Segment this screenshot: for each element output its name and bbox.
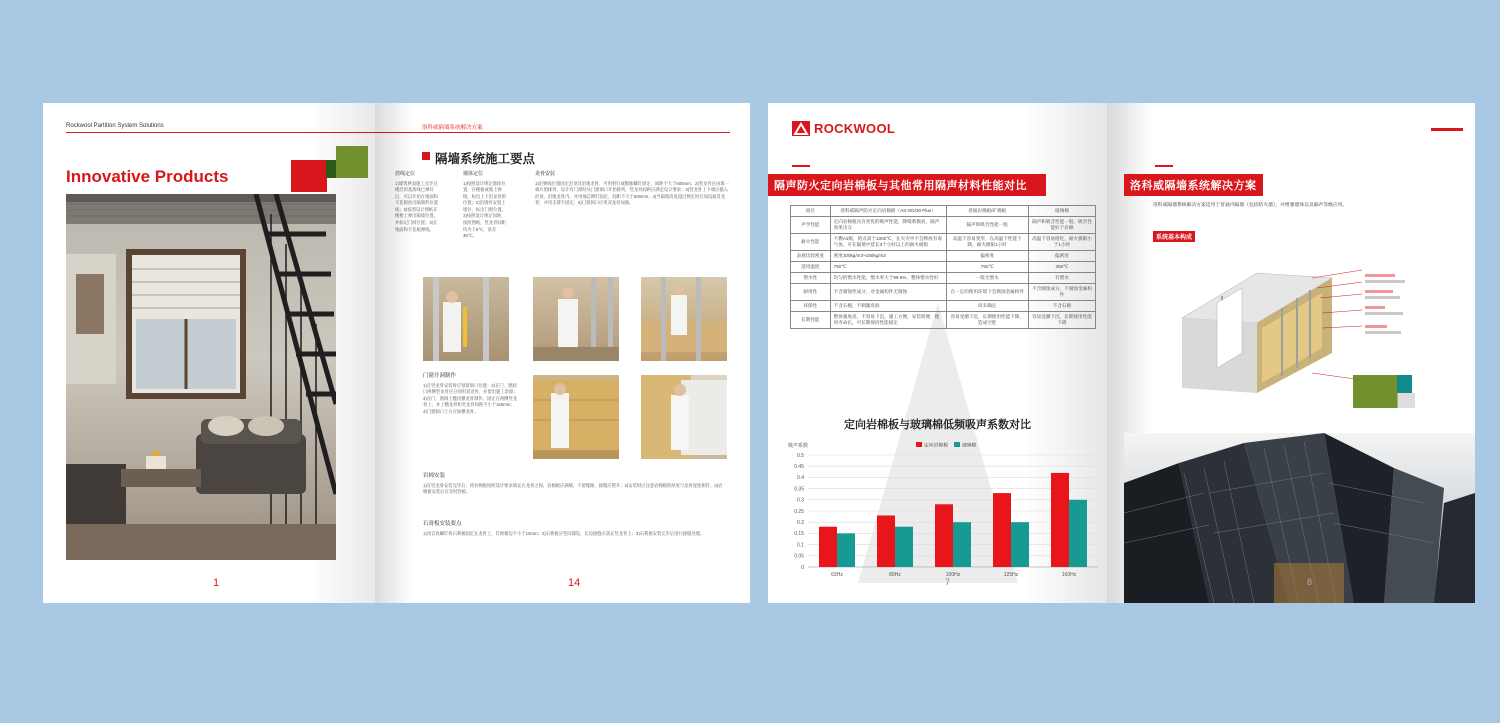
col2-title: 墙体定位 [463,171,484,177]
title-dash [1155,165,1173,167]
board-text: 1)用自攻螺钉将石膏板固定在龙骨上，钉距板边不小于10mm；2)石膏板应竖向铺设，长边接缝应落在竖龙骨上；3)石膏板安装完毕后进行接缝处理。 [423,530,705,536]
x-tick-label: 125Hz [1003,572,1019,578]
y-tick-label: 0.15 [794,531,804,538]
y-tick-label: 0.4 [797,475,804,482]
page-number: 14 [568,577,581,589]
y-tick-label: 0.3 [797,497,804,504]
construction-photo-2 [533,277,619,361]
table-cell: 环保性 [791,301,831,312]
page-1 [43,103,375,603]
page-header: Rockwool Partition System Solutions [66,123,164,129]
column-alignment [463,171,509,240]
rockwool-section [423,473,723,496]
rockwool-logo-icon [792,121,810,136]
living-room-photo [66,194,336,560]
bar-rockwool [993,493,1011,567]
decor-red-square [291,160,327,192]
col1-text: 1)建筑界面施工完毕且楼层的基准线已弹好后，可以开始在地面和天花板放出隔墙的位置线；2)按照设计图纸在楼板上弹出隔墙位置，并标记门洞位置；3)在地面和天花板弹线。 [395,180,438,232]
column-layout [395,171,441,233]
table-cell: 偏密度 [1028,251,1095,262]
table-header-cell: 普通岩棉板/矿棉板 [946,206,1028,217]
section-title: 隔墙系统施工要点 [435,152,536,166]
table-cell: 表观比较密度 [791,251,831,262]
table-header-cell: 项目 [791,206,831,217]
page-7 [768,103,1107,603]
table-cell: 隔声和吸音性能一般，吸音性能好于岩棉 [1028,217,1095,234]
table-row [791,312,1096,329]
table-row [791,284,1096,301]
rockwool-title: 岩棉安装 [423,473,446,479]
y-tick-label: 0 [801,564,804,571]
decor-gray-block [1397,393,1415,408]
legend-label: 定向岩棉板 [924,443,948,449]
x-tick-label: 100Hz [945,572,961,578]
y-tick-label: 0.2 [797,520,804,526]
table-cell: 定向岩棉板具有更优的吸声性能，降噪系数高，隔声效果出众 [830,217,946,234]
table-cell: 不含腐蚀性成分，对金属构件无腐蚀 [830,284,946,301]
absorption-bar-chart [778,435,1103,585]
y-tick-label: 0.1 [797,542,804,549]
title-bar: 隔声防火定向岩棉板与其他常用隔声材料性能对比 [768,174,1046,196]
decor-teal-block [1397,375,1412,393]
table-cell: 750℃ [946,262,1028,273]
board-title: 石膏板安装要点 [423,521,462,527]
table-cell: 不含腐蚀成分，不腐蚀金属构件 [1028,284,1095,301]
col2-text: 1)按照设计规定墙体位置，在楼板或地上弹线，标出上下沿龙骨的位置；2)沿墙骨安置上墙位，标出门窗位置。3)按照设计规定间距，按照图纸，竖龙骨间距均为下5℃，误差35℃。 [463,180,506,239]
construction-photo-3 [641,277,727,361]
header-rule [66,132,375,133]
construction-photo-4 [533,375,619,459]
page-number: 1 [213,577,220,589]
table-header-cell: 玻璃棉 [1028,206,1095,217]
title-bar: 洛科威隔墙系统解决方案 [1124,174,1263,196]
legend-swatch [916,442,922,447]
header-dash [1431,128,1463,131]
table-cell: 一般无憎水 [946,273,1028,284]
col1-title: 放线定位 [395,171,416,177]
legend-label: 玻璃棉 [962,443,977,449]
column-studs [535,171,730,207]
table-cell: 密度100kg/m3~150kg/m3 [830,251,946,262]
bar-rockwool [819,527,837,567]
table-cell: 在一定的使用环境下会腐蚀金属构件 [946,284,1028,301]
table-cell: 偏密度 [946,251,1028,262]
bar-rockwool [1051,473,1069,567]
bar-glasswool [1011,522,1029,567]
bar-glasswool [895,527,913,567]
door-title: 门窗开洞制作 [423,373,457,379]
brand-name: ROCKWOOL [814,121,896,136]
title-dash [792,165,810,167]
decor-overlap [326,160,336,178]
page-number: 7 [945,577,951,587]
table-cell: 不燃A1级，熔点高于1000℃，在火灾中不会释放有毒气体，可在隔墙中延长3个小时以上的耐火极限 [830,234,946,251]
bar-glasswool [1069,500,1087,567]
table-cell: 整体强度高，不容易下沉，施工方便，安装简便，使用寿命长，可长期保持性能稳定 [830,312,946,329]
table-cell: 350℃ [1028,262,1095,273]
intro-text: 洛科威隔墙系统解决方案适用于普通内隔墙（包括防火墙），并增强墙体以及隔声等级应用。 [1153,203,1348,208]
bar-glasswool [837,533,855,567]
table-cell: 声学性能 [791,217,831,234]
table-cell: 耐火性能 [791,234,831,251]
table-cell: 高温下容易变形，在高温下性能下降，耐火极限1小时 [946,234,1028,251]
table-cell: 750℃ [830,262,946,273]
legend-swatch [954,442,960,447]
door-text: 1)在竖龙骨安装时应预留洞口位置；2)在门、窗洞口两侧竖龙骨应分别用双龙骨，并留出施工余量；3)在门、窗洞上槛用横龙骨制作，固定在两侧竖龙骨上，并上横龙骨和竖龙骨间距不小于150mm；4)门窗洞口上方应加横龙骨。 [423,382,518,414]
header-rule [375,132,730,133]
table-cell: 耐用性 [791,284,831,301]
bar-rockwool [935,504,953,567]
section-marker [422,152,430,160]
y-tick-label: 0.35 [794,486,804,493]
skyscraper-photo [1124,433,1475,603]
board-section [423,521,723,537]
col3-title: 龙骨安装 [535,171,556,177]
table-row [791,262,1096,273]
col3-text: 1)沿弹线位置固定沿顶及沿地龙骨，可用射钉或膨胀螺钉固定，间距不大于600mm；2)竖龙骨应由墙一端开始排列，设计有门窗时从门窗洞口开始排列，竖龙骨间距应满足设计要求；3)竖龙骨上下端应插入沿顶、沿地龙骨内，并用抽芯铆钉固定，间距不大于600mm；4)当隔墙高度超过规定时应加设通贯龙骨，并用支撑卡固定；5)门窗洞口应用双龙骨加强。 [535,180,729,206]
bar-glasswool [953,522,971,567]
x-tick-label: 63Hz [831,572,843,578]
y-axis-label: 吸声系数 [788,443,809,449]
comparison-table-wrap [790,205,1096,329]
table-row [791,234,1096,251]
y-tick-label: 0.05 [794,553,804,560]
y-tick-label: 0.5 [797,452,804,459]
x-tick-label: 80Hz [889,572,901,578]
table-cell: 尚未确定 [946,301,1028,312]
table-header-row [791,206,1096,217]
table-cell: 有憎水 [1028,273,1095,284]
sub-title: 系统基本构成 [1153,231,1195,242]
table-cell: 不含石棉 [1028,301,1095,312]
table-cell: 适用温度 [791,262,831,273]
table-cell: 高温下容易熔化，耐火极限小于1小时 [1028,234,1095,251]
chart-title: 定向岩棉板与玻璃棉低频吸声系数对比 [844,419,1031,431]
bar-rockwool [877,515,895,567]
rockwool-text: 1)在竖龙骨安装完毕后，将岩棉板按照设计要求填充在龙骨之间，岩棉板应满铺，不留缝隙，接缝应错开；2)安装时应注意岩棉板的厚度与龙骨宽度相符；3)岩棉板安装后应及时封板。 [423,482,723,495]
y-tick-label: 0.45 [794,464,804,470]
diagram-callouts [1365,271,1410,337]
table-cell: 容易受潮下沉，长期使用性能下降，造成空腔 [946,312,1028,329]
door-section [423,373,518,415]
comparison-table [790,205,1096,329]
page-14 [375,103,750,603]
wall-system-diagram [1162,258,1362,398]
table-row [791,217,1096,234]
table-cell: 不含石棉，不刺激皮肤 [830,301,946,312]
table-row [791,273,1096,284]
table-cell: 憎水性 [791,273,831,284]
page-title: Innovative Products [66,167,229,186]
table-row [791,251,1096,262]
table-cell: 隔声和吸音性能一般 [946,217,1028,234]
construction-photo-1 [423,277,509,361]
table-cell: 均匀的憎水性能，憎水率大于99.5%，整体憎水性好 [830,273,946,284]
table-cell: 长期性能 [791,312,831,329]
construction-photo-5 [641,375,727,459]
page-number: 8 [1307,577,1313,587]
decor-green-block [1353,375,1398,408]
table-cell: 容易受潮下沉，长期使用性能下降 [1028,312,1095,329]
x-tick-label: 160Hz [1061,572,1077,578]
decor-green-square [336,146,368,178]
page-8 [1107,103,1475,603]
page-header: 洛科威隔墙系统解决方案 [422,125,483,131]
table-header-cell: 洛科威隔声防火定向岩棉板（AS-OD/30 Plus） [830,206,946,217]
table-row [791,301,1096,312]
living-room-illustration [66,194,336,560]
y-tick-label: 0.25 [794,508,804,515]
brand-logo [792,121,895,136]
